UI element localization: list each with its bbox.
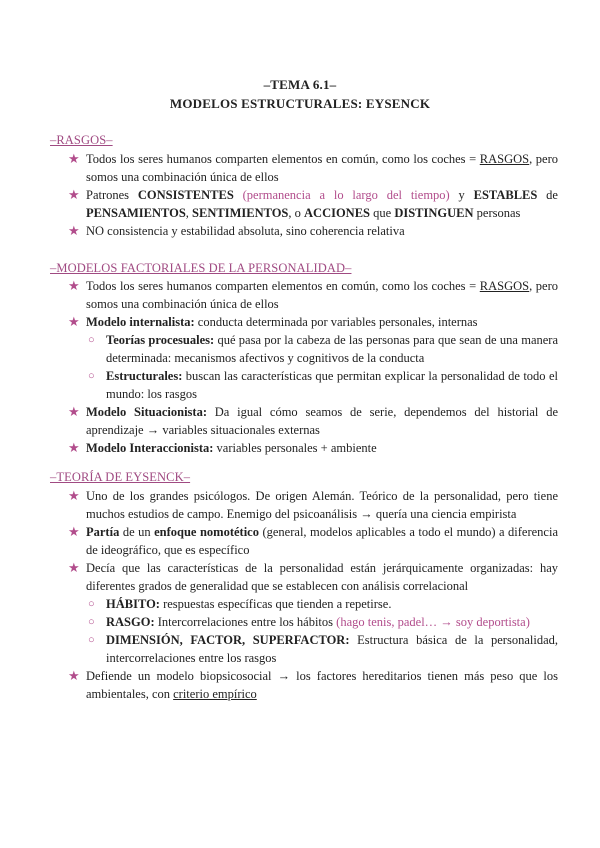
circle-icon: ○ bbox=[88, 370, 95, 382]
star-icon: ★ bbox=[68, 223, 80, 238]
sublist-item: ○ Teorías procesuales: qué pasa por la cabeza de las personas para que sean de una manera determinada: mecanismos afectivos y cognitivos de la conducta bbox=[88, 333, 559, 365]
list-item: ★ Todos los seres humanos comparten elementos en común, como los coches = RASGOS, pero somos una combinación única de ellos bbox=[68, 151, 558, 184]
page-title: MODELOS ESTRUCTURALES: EYSENCK bbox=[169, 96, 431, 111]
list-item: ★ Defiende un modelo biopsicosocial → los factores hereditarios tienen más peso que los ambientales, con criterio empírico bbox=[68, 668, 558, 701]
sublist-item: ○ DIMENSIÓN, FACTOR, SUPERFACTOR: Estructura básica de la personalidad, intercorrelaciones entre los rasgos bbox=[88, 633, 558, 665]
list-item: ★ Modelo Situacionista: Da igual cómo seamos de serie, dependemos del historial de aprendizaje → variables situacionales externas bbox=[68, 404, 558, 437]
star-icon: ★ bbox=[68, 560, 80, 575]
sublist bbox=[86, 331, 558, 403]
star-icon: ★ bbox=[68, 440, 80, 455]
list-item: ★ Partía de un enfoque nomotético (general, modelos aplicables a todo el mundo) a diferencia de ideográfico, que es específico bbox=[68, 524, 558, 557]
circle-icon: ○ bbox=[88, 616, 95, 628]
section-heading-factoriales: –MODELOS FACTORIALES DE LA PERSONALIDAD– bbox=[50, 261, 352, 275]
list-item: ★ Patrones CONSISTENTES (permanencia a lo largo del tiempo) y ESTABLES de PENSAMIENTOS, SENTIMIENTOS, o ACCIONES que DISTINGUEN personas bbox=[68, 187, 558, 220]
list-item: ★ Decía que las características de la personalidad están jerárquicamente organizadas: hay diferentes grados de generalidad que se establecen con análisis correlacional ○ HÁBITO: respuestas específicas que tienden a repetirse. ○ RASGO: Intercorrelaciones entre los hábitos (hago tenis, padel… → soy deportista) ○ DIMENSIÓN, FACTOR, SUPERFACTOR: Estructura básica de la personalidad, intercorrelaciones entre los rasgos bbox=[68, 560, 558, 665]
section-heading-eysenck: –TEORÍA DE EYSENCK– bbox=[50, 470, 191, 484]
sublist-item: ○ HÁBITO: respuestas específicas que tienden a repetirse. bbox=[88, 597, 392, 611]
list-item: ★ Todos los seres humanos comparten elementos en común, como los coches = RASGOS, pero somos una combinación única de ellos bbox=[68, 278, 558, 311]
eysenck-list bbox=[68, 487, 558, 703]
star-icon: ★ bbox=[68, 488, 80, 503]
star-icon: ★ bbox=[68, 524, 80, 539]
star-icon: ★ bbox=[68, 404, 80, 419]
rasgos-list bbox=[68, 150, 558, 240]
list-item: ★ Modelo Interaccionista: variables personales + ambiente bbox=[68, 440, 377, 455]
sublist-item: ○ RASGO: Intercorrelaciones entre los hábitos (hago tenis, padel… → soy deportista) bbox=[88, 615, 530, 629]
sublist bbox=[86, 595, 558, 667]
star-icon: ★ bbox=[68, 668, 80, 683]
list-item: ★ Modelo internalista: conducta determinada por variables personales, internas ○ Teorías procesuales: qué pasa por la cabeza de las personas para que sean de una manera determinada: mecanismos afectivos y cognitivos de la conducta ○ Estructurales: buscan las características que permitan explicar la personalidad de todo el mundo: los rasgos bbox=[68, 314, 559, 401]
star-icon: ★ bbox=[68, 187, 80, 202]
list-item: ★ NO consistencia y estabilidad absoluta, sino coherencia relativa bbox=[68, 223, 405, 238]
section-heading-rasgos: –RASGOS– bbox=[50, 133, 113, 147]
topic-number: –TEMA 6.1– bbox=[263, 77, 337, 92]
star-icon: ★ bbox=[68, 314, 80, 329]
factoriales-list bbox=[68, 277, 558, 457]
sublist-item: ○ Estructurales: buscan las características que permitan explicar la personalidad de todo el mundo: los rasgos bbox=[88, 369, 558, 401]
star-icon: ★ bbox=[68, 278, 80, 293]
star-icon: ★ bbox=[68, 151, 80, 166]
circle-icon: ○ bbox=[88, 634, 95, 646]
circle-icon: ○ bbox=[88, 334, 95, 346]
list-item: ★ Uno de los grandes psicólogos. De origen Alemán. Teórico de la personalidad, pero tiene muchos estudios de campo. Enemigo del psicoanálisis → quería una ciencia empirista bbox=[68, 488, 558, 521]
circle-icon: ○ bbox=[88, 598, 95, 610]
